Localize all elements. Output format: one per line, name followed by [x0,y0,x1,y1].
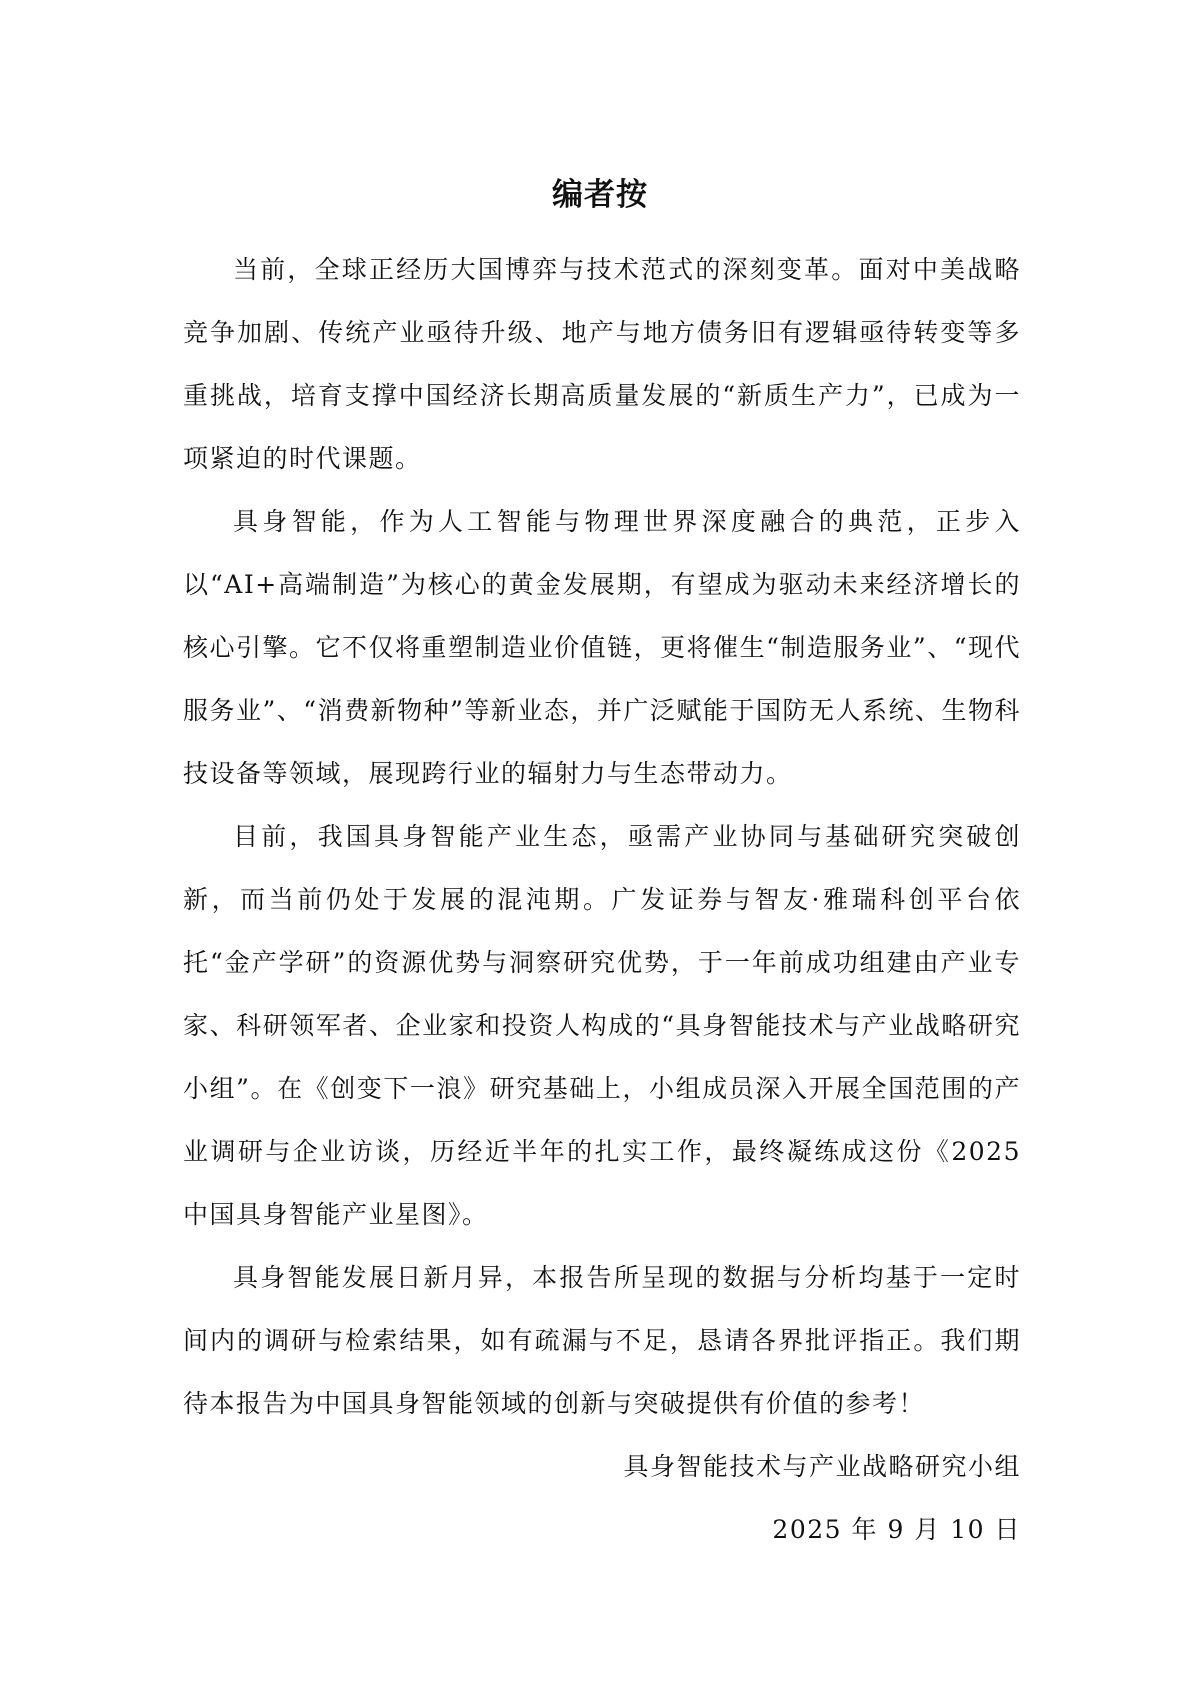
editor-note-body [183,238,1021,1435]
signature-author: 具身智能技术与产业战略研究小组 [623,1452,1021,1481]
paragraph-4: 具身智能发展日新月异，本报告所呈现的数据与分析均基于一定时间内的调研与检索结果，如有疏漏与不足，恳请各界批评指正。我们期待本报告为中国具身智能领域的创新与突破提供有价值的参考！ [183,1263,1021,1418]
page-title: 编者按 [552,176,648,213]
paragraph-1: 当前，全球正经历大国博弈与技术范式的深刻变革。面对中美战略竞争加剧、传统产业亟待升级、地产与地方债务旧有逻辑亟待转变等多重挑战，培育支撑中国经济长期高质量发展的“新质生产力”，已成为一项紧迫的时代课题。 [183,255,1021,473]
signature-block [623,1435,1021,1561]
paragraph-3: 目前，我国具身智能产业生态，亟需产业协同与基础研究突破创新，而当前仍处于发展的混沌期。广发证券与智友·雅瑞科创平台依托“金产学研”的资源优势与洞察研究优势，于一年前成功组建由产业专家、科研领军者、企业家和投资人构成的“具身智能技术与产业战略研究小组”。在《创变下一浪》研究基础上，小组成员深入开展全国范围的产业调研与企业访谈，历经近半年的扎实工作，最终凝练成这份《2025 中国具身智能产业星图》。 [183,822,1021,1229]
signature-date: 2025 年 9 月 10 日 [772,1515,1021,1544]
paragraph-2: 具身智能，作为人工智能与物理世界深度融合的典范，正步入以“AI+高端制造”为核心的黄金发展期，有望成为驱动未来经济增长的核心引擎。它不仅将重塑制造业价值链，更将催生“制造服务业”、“现代服务业”、“消费新物种”等新业态，并广泛赋能于国防无人系统、生物科技设备等领域，展现跨行业的辐射力与生态带动力。 [183,507,1021,788]
